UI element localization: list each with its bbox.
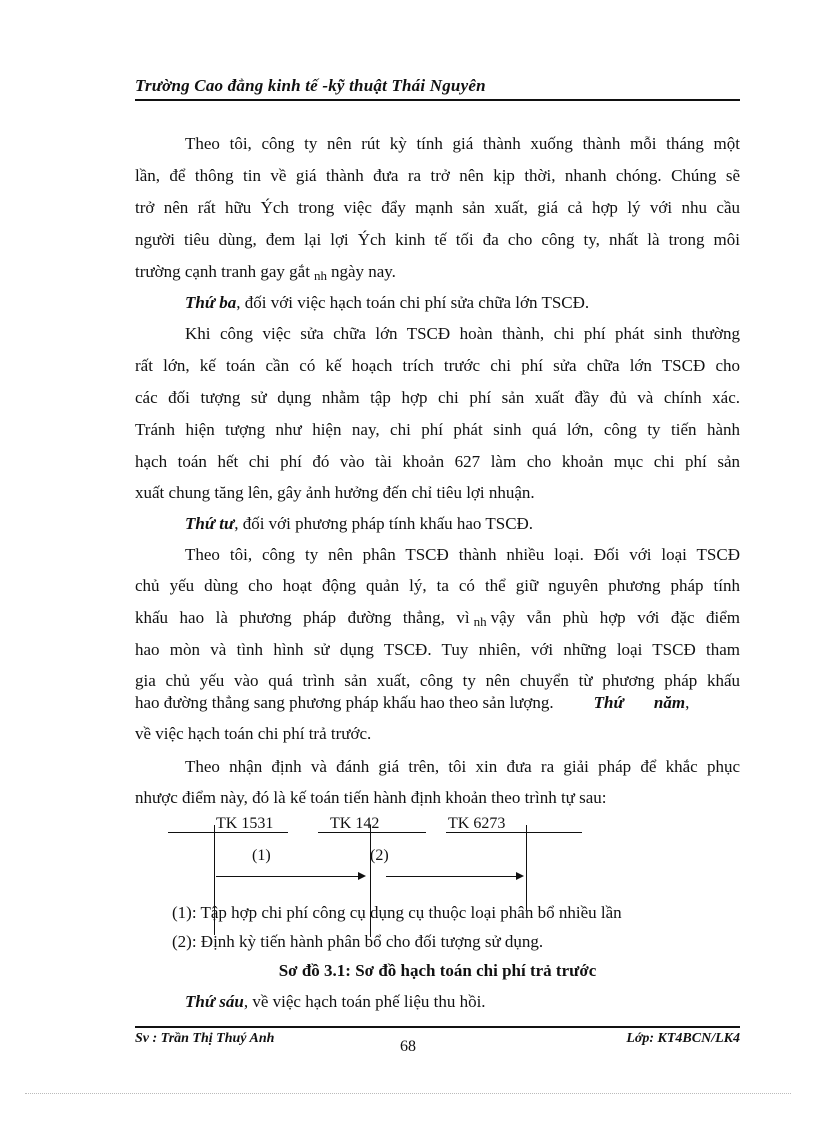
paragraph-thu-ba <box>135 290 740 316</box>
flow-arrow-1 <box>216 876 364 877</box>
text-line: Khi công việc sửa chữa lớn TSCĐ hoàn thành, chi phí phát sinh thường <box>185 324 740 343</box>
account-rule-6273 <box>446 832 582 833</box>
text-line <box>135 690 740 716</box>
flow-arrow-2 <box>386 876 522 877</box>
text-fragment: trường cạnh tranh gay gắt <box>135 262 310 281</box>
text-line: người tiêu dùng, đem lại lợi Ých kinh tế tối đa cho công ty, nhất là trong môi <box>135 230 740 249</box>
emphasis-label: Thứ ba <box>185 293 237 312</box>
text-fragment: , đối với phương pháp tính khấu hao TSCĐ. <box>234 514 534 533</box>
account-label-1531: TK 1531 <box>216 815 274 832</box>
text-line: hạch toán hết chi phí đó vào tài khoản 627 làm cho khoản mục chi phí sản <box>135 452 740 471</box>
note-1: (1): Tập hợp chi phí công cụ dụng cụ thuộc loại phân bổ nhiều lần <box>172 903 622 922</box>
text-line: trở nên rất hữu Ých trong việc đẩy mạnh sản xuất, giá cả hợp lý với nhu cầu <box>135 198 740 217</box>
emphasis-label: Thứ năm <box>593 693 686 712</box>
footer-class: Lớp: KT4BCN/LK4 <box>626 1031 740 1046</box>
text-line: gia chủ yếu vào quá trình sản xuất, công ty nên chuyển từ phương pháp khấu <box>135 671 740 690</box>
text-line: xuất chung tăng lên, gây ảnh hưởng đến chỉ tiêu lợi nhuận. <box>135 483 535 502</box>
footer-student: Sv : Trần Thị Thuý Anh <box>135 1031 275 1046</box>
text-fragment: , đối với việc hạch toán chi phí sửa chữa lớn TSCĐ. <box>236 293 590 312</box>
account-side-6273 <box>526 825 527 910</box>
account-rule-142 <box>318 832 426 833</box>
page-header-title: Trường Cao đẳng kinh tế -kỹ thuật Thái Nguyên <box>135 76 486 95</box>
diagram-caption: Sơ đồ 3.1: Sơ đồ hạch toán chi phí trả trước <box>278 961 597 980</box>
text-line: Theo tôi, công ty nên rút kỳ tính giá thành xuống thành mỗi tháng một <box>185 134 740 153</box>
subscript-fragment: nh <box>313 268 327 283</box>
text-line: chủ yếu dùng cho hoạt động quản lý, ta có thể giữ nguyên phương pháp tính <box>135 576 740 595</box>
page-number: 68 <box>400 1038 416 1055</box>
text-line: rất lớn, kế toán cần có kế hoạch trích trước chi phí sửa chữa lớn TSCĐ cho <box>135 356 740 375</box>
emphasis-label: Thứ tư <box>185 514 235 533</box>
text-line: lần, để thông tin về giá thành đưa ra trở nên kịp thời, nhanh chóng. Chúng sẽ <box>135 166 740 185</box>
subscript-fragment: nh <box>473 614 487 629</box>
text-line: hao mòn và tình hình sử dụng TSCĐ. Tuy nhiên, với những loại TSCĐ tham <box>135 640 740 659</box>
note-2: (2): Định kỳ tiến hành phân bổ cho đối tượng sử dụng. <box>172 932 544 951</box>
emphasis-label: Thứ sáu <box>185 992 244 1011</box>
paragraph-thu-sau <box>135 989 740 1015</box>
page-bottom-dotted-rule <box>25 1093 791 1094</box>
text-line: các đối tượng sử dụng nhằm tập hợp chi phí sản xuất đầy đủ và chính xác. <box>135 388 740 407</box>
header-divider <box>135 99 740 101</box>
text-fragment: vậy vẫn phù hợp với đặc điểm <box>490 608 740 627</box>
text-fragment: ngày nay. <box>330 262 396 281</box>
text-line <box>135 605 740 632</box>
text-line: về việc hạch toán chi phí trả trước. <box>135 724 372 743</box>
text-line: nhược điểm này, đó là kế toán tiến hành định khoản theo trình tự sau: <box>135 788 607 807</box>
text-line: Theo tôi, công ty nên phân TSCĐ thành nhiều loại. Đối với loại TSCĐ <box>185 545 740 564</box>
account-label-142: TK 142 <box>330 815 380 832</box>
text-line <box>135 259 740 286</box>
text-fragment: hao đường thẳng sang phương pháp khấu hao theo sản lượng. <box>135 693 554 712</box>
text-fragment: , về việc hạch toán phế liệu thu hồi. <box>243 992 486 1011</box>
footer-divider <box>135 1026 740 1028</box>
text-fragment: khấu hao là phương pháp đường thẳng, vì <box>135 608 470 627</box>
text-line: Tránh hiện tượng như hiện nay, chi phí phát sinh quá lớn, công ty tiến hành <box>135 420 740 439</box>
arrow-label-1: (1) <box>252 847 271 864</box>
paragraph-thu-tu <box>135 511 740 537</box>
text-fragment: , <box>685 693 690 712</box>
text-line: Theo nhận định và đánh giá trên, tôi xin đưa ra giải pháp để khắc phục <box>185 757 740 776</box>
account-label-6273: TK 6273 <box>448 815 506 832</box>
account-rule-1531 <box>168 832 288 833</box>
arrow-label-2: (2) <box>370 847 389 864</box>
